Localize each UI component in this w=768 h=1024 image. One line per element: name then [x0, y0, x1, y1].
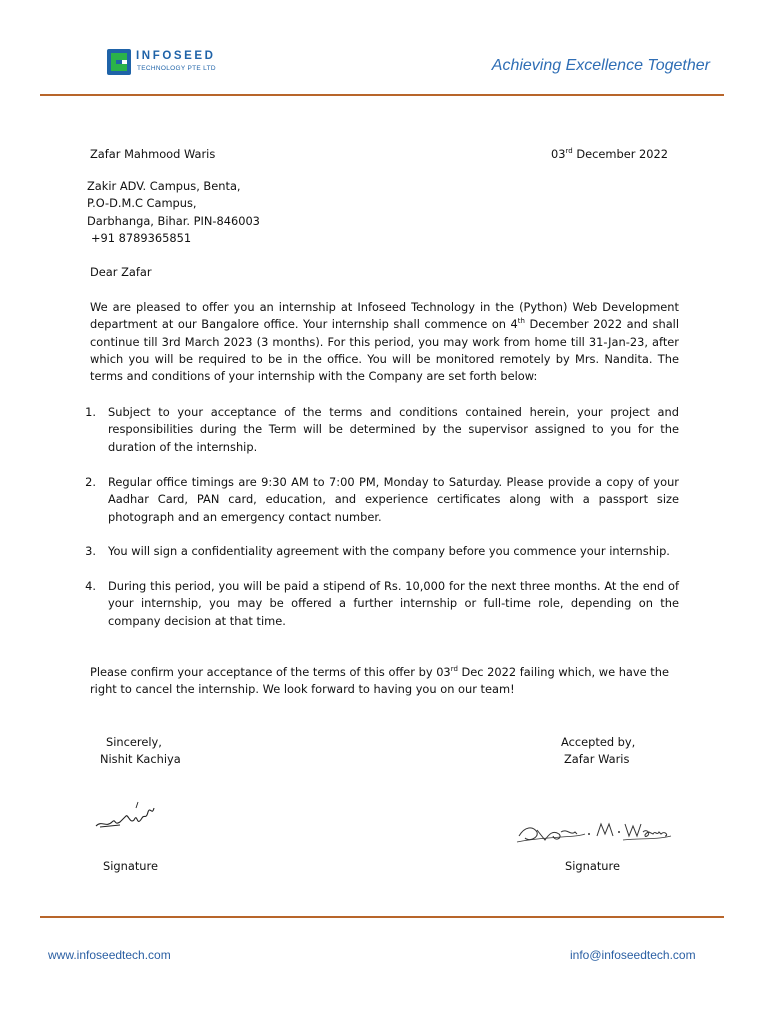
footer-website-link[interactable]: www.infoseedtech.com — [48, 948, 171, 962]
company-logo-icon — [106, 48, 132, 76]
letter-date: 03rd December 2022 — [551, 147, 668, 161]
closing-paragraph: Please confirm your acceptance of the terms of this offer by 03rd Dec 2022 failing which, we have the right to cancel the internship. We look forward to having you on our team! — [90, 665, 669, 697]
signature-left-label: Signature — [103, 859, 158, 873]
term-number: 4. — [85, 579, 96, 593]
logo-subtitle: TECHNOLOGY PTE LTD — [137, 65, 216, 72]
signoff-right-greeting: Accepted by, — [561, 735, 636, 749]
company-tagline: Achieving Excellence Together — [491, 57, 710, 74]
term-number: 1. — [85, 405, 96, 419]
term-text: You will sign a confidentiality agreement with the company before you commence your internship. — [108, 544, 670, 558]
term-text: Subject to your acceptance of the terms and conditions contained herein, your project and responsibilities during the Term will be determined by the supervisor assigned to you for the duration of the internship. — [108, 405, 679, 454]
signoff-left-name: Nishit Kachiya — [100, 752, 181, 766]
footer-email-link[interactable]: info@infoseedtech.com — [570, 948, 696, 962]
salutation: Dear Zafar — [90, 265, 152, 279]
term-number: 3. — [85, 544, 96, 558]
term-number: 2. — [85, 475, 96, 489]
signature-left-image — [92, 798, 164, 832]
signoff-right-name: Zafar Waris — [564, 752, 630, 766]
term-text: Regular office timings are 9:30 AM to 7:00 PM, Monday to Saturday. Please provide a copy of your Aadhar Card, PAN card, education, and experience certificates along with a passport size photograph and an emergency contact number. — [108, 475, 679, 524]
address-line: +91 8789365851 — [91, 230, 192, 245]
signature-right-label: Signature — [565, 859, 620, 873]
address-line: Zakir ADV. Campus, Benta, — [87, 179, 241, 193]
address-line: P.O-D.M.C Campus, — [87, 196, 197, 211]
header-divider — [40, 94, 724, 96]
recipient-name: Zafar Mahmood Waris — [90, 147, 216, 161]
address-line: Darbhanga, Bihar. PIN-846003 — [87, 213, 260, 228]
footer-divider — [40, 916, 724, 918]
term-text: During this period, you will be paid a stipend of Rs. 10,000 for the next three months. At the end of your internship, you may be offered a further internship or full-time role, depending on the company decision at that time. — [108, 579, 679, 628]
signoff-left-greeting: Sincerely, — [106, 735, 162, 749]
intro-paragraph: We are pleased to offer you an internship at Infoseed Technology in the (Python) Web Development department at our Bangalore office. Your internship shall commence on 4th December 2022 and shall continue till 3rd March 2023 (3 months). For this period, you may work from home till 31-Jan-23, after which you will be required to be in the office. You will be monitored remotely by Mrs. Nandita. The terms and conditions of your internship with the Company are set forth below: — [90, 300, 680, 384]
signature-right-image — [515, 812, 675, 848]
logo-name: INFOSEED — [136, 50, 216, 62]
recipient-address — [87, 178, 260, 247]
